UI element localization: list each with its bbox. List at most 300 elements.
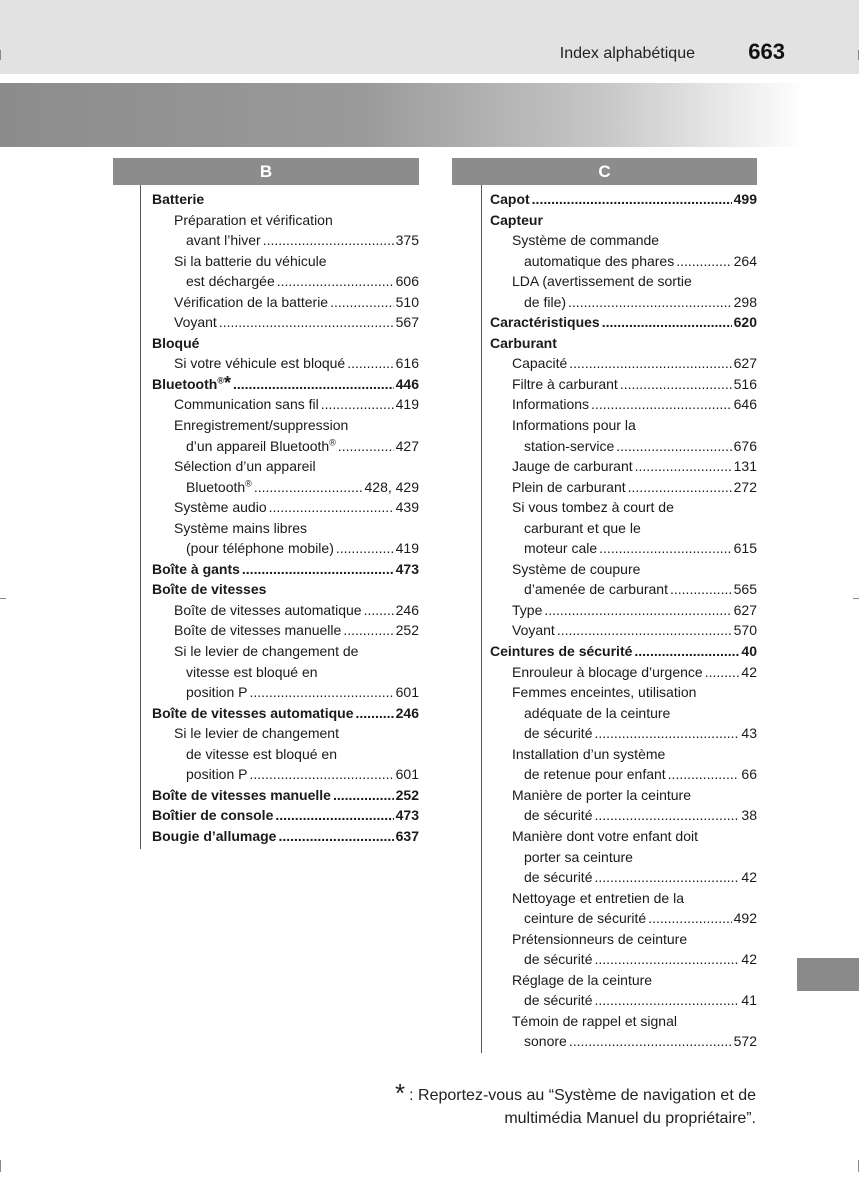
index-entry [152, 703, 419, 724]
section-title: Index alphabétique [559, 45, 695, 62]
entry-text [174, 600, 362, 621]
entry-label: avant l’hiver [186, 232, 261, 249]
page-reference: 40 [741, 643, 757, 660]
page-reference: 615 [733, 540, 757, 557]
entry-label: Bougie d’allumage [152, 827, 277, 844]
index-entry [152, 251, 419, 272]
page-reference: 66 [741, 766, 757, 783]
page-reference: 473 [395, 560, 419, 577]
index-entry [490, 189, 757, 210]
dot-leader [594, 723, 739, 744]
page-reference: 298 [733, 293, 757, 310]
entry-text [512, 417, 636, 433]
entry-label: Informations pour la [512, 417, 636, 434]
page-reference: 606 [395, 273, 419, 290]
index-entry [490, 579, 757, 600]
dot-leader [628, 477, 732, 498]
page-reference: 601 [395, 766, 419, 783]
index-entry [490, 292, 757, 313]
entry-label: Enregistrement/suppression [174, 417, 349, 434]
entry-text [152, 805, 273, 826]
dot-leader [242, 559, 394, 580]
entry-label: de sécurité [524, 725, 593, 742]
page-reference: 601 [395, 684, 419, 701]
entry-label: Bluetooth [152, 375, 218, 392]
index-entry [490, 723, 757, 744]
dot-leader [648, 908, 731, 929]
entry-text [186, 477, 252, 498]
dot-leader [336, 538, 394, 559]
index-entry [490, 436, 757, 457]
entry-text [512, 972, 652, 988]
index-entry [152, 497, 419, 518]
page-reference: 427 [395, 437, 419, 454]
entry-label: de file) [524, 293, 567, 310]
entry-text [490, 212, 543, 228]
index-entry [490, 929, 757, 950]
page-reference: 620 [733, 314, 757, 331]
index-entry [490, 456, 757, 477]
index-entry [490, 682, 757, 703]
dot-leader [668, 764, 740, 785]
entry-text [152, 785, 331, 806]
index-entry [152, 271, 419, 292]
index-entry [152, 805, 419, 826]
entry-label: d’amenée de carburant [524, 581, 668, 598]
index-entry [152, 579, 419, 600]
entry-label: Si votre véhicule est bloqué [174, 355, 346, 372]
page-reference: 565 [733, 581, 757, 598]
entry-label: position P [186, 766, 248, 783]
dot-leader [338, 436, 394, 457]
entry-text [512, 746, 665, 762]
index-entry [152, 210, 419, 231]
page-number: 663 [748, 39, 785, 64]
dot-leader [594, 949, 739, 970]
page-reference: 252 [395, 622, 419, 639]
dot-leader [333, 785, 394, 806]
page-reference: 516 [733, 375, 757, 392]
dot-leader [620, 374, 732, 395]
index-entry [490, 394, 757, 415]
index-entry [490, 805, 757, 826]
page-reference: 41 [741, 992, 757, 1009]
index-entry [490, 374, 757, 395]
entry-label: Si le levier de changement de [174, 643, 359, 660]
dot-leader [343, 620, 393, 641]
entry-text [524, 849, 633, 865]
column-rule-c [481, 185, 482, 1053]
dot-leader [249, 764, 393, 785]
index-entry [152, 374, 419, 395]
entry-label: Enrouleur à blocage d’urgence [512, 663, 703, 680]
entry-text [490, 335, 557, 351]
entry-text [524, 436, 614, 457]
dot-leader [602, 312, 732, 333]
entry-text [490, 312, 600, 333]
entry-label: Informations [512, 396, 590, 413]
page-reference: 499 [733, 191, 757, 207]
dot-leader [705, 662, 740, 683]
entry-label: Bloqué [152, 334, 200, 351]
index-entry [490, 662, 757, 683]
page-reference: 246 [395, 601, 419, 618]
entry-label: Communication sans fil [174, 396, 319, 413]
entry-label: vitesse est bloqué en [186, 663, 318, 680]
index-entry [152, 600, 419, 621]
entry-text [186, 436, 336, 457]
page-reference: 492 [733, 910, 757, 927]
dot-leader [254, 477, 363, 498]
page-reference: 42 [741, 869, 757, 886]
dot-leader [569, 1031, 732, 1052]
index-entry [490, 1011, 757, 1032]
footnote-marker: * [395, 1078, 406, 1108]
entry-text [152, 335, 199, 351]
dot-leader [278, 826, 393, 847]
entry-text [524, 251, 674, 272]
page-reference: 646 [733, 396, 757, 413]
header-bar [0, 0, 859, 74]
entry-text [174, 417, 348, 433]
index-entry [152, 456, 419, 477]
page-reference: 246 [395, 704, 419, 721]
crop-mark [0, 1160, 1, 1172]
dot-leader [219, 312, 394, 333]
entry-text [512, 477, 626, 498]
entry-label: Capacité [512, 355, 568, 372]
dot-leader [670, 579, 732, 600]
entry-text [152, 581, 266, 597]
dot-leader [544, 600, 731, 621]
dot-leader [616, 436, 731, 457]
entry-label: Préparation et vérification [174, 211, 333, 228]
entry-label: porter sa ceinture [524, 848, 633, 865]
entry-text [512, 620, 555, 641]
entry-label: Si la batterie du véhicule [174, 252, 327, 269]
dot-leader [275, 805, 393, 826]
dot-leader [347, 353, 393, 374]
entry-label: Prétensionneurs de ceinture [512, 930, 688, 947]
registered-mark: ® [329, 436, 336, 447]
index-entry [152, 620, 419, 641]
entry-text [524, 1031, 567, 1052]
index-entry [490, 620, 757, 641]
entry-label: Système mains libres [174, 519, 308, 536]
entry-text [512, 684, 696, 700]
entry-label: de sécurité [524, 869, 593, 886]
entry-text [174, 643, 358, 659]
dot-leader [568, 292, 732, 313]
entry-label: adéquate de la ceinture [524, 704, 671, 721]
entry-label: Capot [490, 191, 530, 207]
entry-label: Boîtier de console [152, 807, 274, 824]
index-entry [152, 785, 419, 806]
entry-label: Voyant [512, 622, 555, 639]
page-reference: 419 [395, 540, 419, 557]
entry-label: Carburant [490, 334, 557, 351]
entry-text [174, 212, 333, 228]
letter-header-b: B [113, 158, 419, 185]
entry-label: Plein de carburant [512, 478, 626, 495]
entry-text [152, 374, 231, 395]
entry-text [524, 764, 666, 785]
index-entry [152, 826, 419, 847]
index-entry [152, 333, 419, 354]
dot-leader [356, 703, 394, 724]
index-entry [490, 1031, 757, 1052]
index-entry [490, 230, 757, 251]
entry-label: est déchargée [186, 273, 275, 290]
index-entry [152, 477, 419, 498]
footnote-line-2: multimédia Manuel du propriétaire”. [504, 1110, 756, 1127]
entry-text [490, 189, 530, 210]
entry-text [512, 456, 633, 477]
dot-leader [532, 189, 732, 210]
page-reference: 676 [733, 437, 757, 454]
dot-leader [635, 456, 732, 477]
entry-text [512, 353, 567, 374]
entry-text [512, 394, 589, 415]
entry-label: Type [512, 601, 543, 618]
page-reference: 131 [733, 458, 757, 475]
entry-label: Si vous tombez à court de [512, 499, 674, 516]
entry-label: Si le levier de changement [174, 725, 339, 742]
entry-text [174, 497, 267, 518]
index-entry [490, 333, 757, 354]
index-entry [490, 847, 757, 868]
index-entry [490, 251, 757, 272]
dot-leader [594, 990, 739, 1011]
entry-label: de sécurité [524, 951, 593, 968]
registered-mark: ® [217, 375, 224, 386]
entry-label: position P [186, 684, 248, 701]
entry-text [512, 931, 687, 947]
entry-text [512, 374, 618, 395]
entry-text [524, 705, 670, 721]
index-entry [490, 888, 757, 909]
entry-text [512, 273, 692, 289]
entry-label: de vitesse est bloqué en [186, 745, 337, 762]
index-entry [152, 312, 419, 333]
entry-label: Boîte de vitesses automatique [152, 704, 354, 721]
entry-text [186, 271, 275, 292]
entry-label: Capteur [490, 211, 543, 228]
entry-text [174, 253, 327, 269]
index-entry [152, 764, 419, 785]
page-reference: 439 [395, 499, 419, 516]
entry-label: Jauge de carburant [512, 458, 633, 475]
dot-leader [269, 497, 394, 518]
entry-text [186, 230, 261, 251]
index-entry [152, 353, 419, 374]
entry-label: Bluetooth [186, 478, 246, 495]
entry-text [186, 538, 334, 559]
entry-label: Sélection d’un appareil [174, 458, 316, 475]
entry-text [524, 908, 646, 929]
entry-label: automatique des phares [524, 252, 675, 269]
entry-text [524, 538, 597, 559]
index-entry [152, 559, 419, 580]
index-entry [152, 641, 419, 662]
page-reference: 252 [395, 786, 419, 803]
entry-text [524, 990, 592, 1011]
index-entry [490, 497, 757, 518]
dot-leader [594, 867, 739, 888]
letter-header-c: C [452, 158, 757, 185]
index-entry [152, 662, 419, 683]
page-reference: 419 [395, 396, 419, 413]
registered-mark: ® [245, 478, 252, 488]
entry-text [512, 828, 698, 844]
index-column-b [152, 189, 419, 847]
dot-leader [594, 805, 739, 826]
dot-leader [364, 600, 394, 621]
index-entry [490, 867, 757, 888]
footnote-line-1: : Reportez-vous au “Système de navigation et de [409, 1087, 756, 1104]
index-entry [152, 189, 419, 210]
index-entry [152, 292, 419, 313]
page-reference: 570 [733, 622, 757, 639]
index-entry [490, 764, 757, 785]
entry-label: moteur cale [524, 540, 598, 557]
entry-text [174, 292, 328, 313]
page-reference: 567 [395, 314, 419, 331]
dot-leader [277, 271, 394, 292]
dot-leader [591, 394, 732, 415]
footnote [380, 1078, 756, 1130]
index-entry [490, 415, 757, 436]
index-entry [490, 785, 757, 806]
footnote-star: * [223, 372, 231, 393]
entry-text [512, 1013, 677, 1029]
entry-label: Boîte de vitesses manuelle [152, 786, 331, 803]
entry-text [174, 725, 339, 741]
entry-label: Voyant [174, 314, 217, 331]
entry-label: Système de coupure [512, 560, 641, 577]
index-entry [490, 271, 757, 292]
column-rule-b [140, 185, 141, 849]
entry-text [512, 890, 684, 906]
entry-label: Caractéristiques [490, 314, 600, 331]
index-entry [490, 477, 757, 498]
entry-label: Boîte à gants [152, 560, 240, 577]
entry-label: Manière dont votre enfant doit [512, 827, 699, 844]
entry-label: Femmes enceintes, utilisation [512, 684, 697, 701]
page-reference: 375 [395, 232, 419, 249]
index-entry [490, 703, 757, 724]
entry-text [512, 787, 691, 803]
crop-mark [0, 598, 6, 599]
entry-label: Réglage de la ceinture [512, 971, 653, 988]
index-entry [490, 744, 757, 765]
entry-text [524, 805, 592, 826]
entry-label: ceinture de sécurité [524, 910, 647, 927]
index-entry [490, 908, 757, 929]
decorative-band [0, 83, 805, 147]
page-reference: 627 [733, 601, 757, 618]
index-column-c [490, 189, 757, 1052]
page-reference: 627 [733, 355, 757, 372]
index-entry [490, 990, 757, 1011]
index-entry [490, 600, 757, 621]
entry-label: de sécurité [524, 807, 593, 824]
page-reference: 616 [395, 355, 419, 372]
index-entry [152, 744, 419, 765]
entry-label: de retenue pour enfant [524, 766, 666, 783]
entry-label: Boîte de vitesses automatique [174, 601, 362, 618]
entry-label: Filtre à carburant [512, 375, 618, 392]
entry-label: d’un appareil Bluetooth [186, 437, 330, 454]
page-reference: 42 [741, 663, 757, 680]
dot-leader [233, 374, 394, 395]
dot-leader [634, 641, 739, 662]
entry-text [512, 600, 542, 621]
index-entry [490, 949, 757, 970]
page-reference: 446 [395, 375, 419, 392]
entry-text [186, 682, 247, 703]
entry-text [152, 703, 354, 724]
index-entry [490, 826, 757, 847]
entry-text [490, 641, 632, 662]
index-entry [152, 436, 419, 457]
index-entry [152, 394, 419, 415]
entry-text [524, 949, 592, 970]
entry-label: Système de commande [512, 232, 660, 249]
entry-label: LDA (avertissement de sortie [512, 273, 692, 290]
page-reference: 42 [741, 951, 757, 968]
page-reference: 637 [395, 827, 419, 844]
entry-text [152, 191, 204, 207]
entry-text [174, 458, 316, 474]
entry-label: station-service [524, 437, 615, 454]
entry-text [152, 559, 240, 580]
entry-label: carburant et que le [524, 519, 641, 536]
dot-leader [321, 394, 394, 415]
entry-text [524, 867, 592, 888]
index-entry [152, 518, 419, 539]
index-entry [490, 970, 757, 991]
index-entry [490, 538, 757, 559]
dot-leader [599, 538, 731, 559]
entry-label: Vérification de la batterie [174, 293, 329, 310]
index-entry [490, 210, 757, 231]
index-entry [490, 518, 757, 539]
entry-text [524, 520, 641, 536]
entry-text [174, 520, 307, 536]
entry-label: Batterie [152, 191, 205, 207]
entry-text [174, 394, 319, 415]
entry-label: Manière de porter la ceinture [512, 786, 691, 803]
entry-text [512, 499, 674, 515]
entry-text [152, 826, 276, 847]
index-entry [490, 312, 757, 333]
entry-label: Ceintures de sécurité [490, 643, 633, 660]
entry-label: sonore [524, 1033, 567, 1050]
entry-text [186, 764, 247, 785]
dot-leader [569, 353, 731, 374]
index-entry [152, 538, 419, 559]
entry-text [174, 312, 217, 333]
index-entry [152, 230, 419, 251]
index-entry [490, 353, 757, 374]
page-reference: 510 [395, 293, 419, 310]
page-reference: 272 [733, 478, 757, 495]
index-entry [490, 559, 757, 580]
page-reference: 473 [395, 807, 419, 824]
entry-text [174, 620, 341, 641]
entry-label: Témoin de rappel et signal [512, 1012, 677, 1029]
